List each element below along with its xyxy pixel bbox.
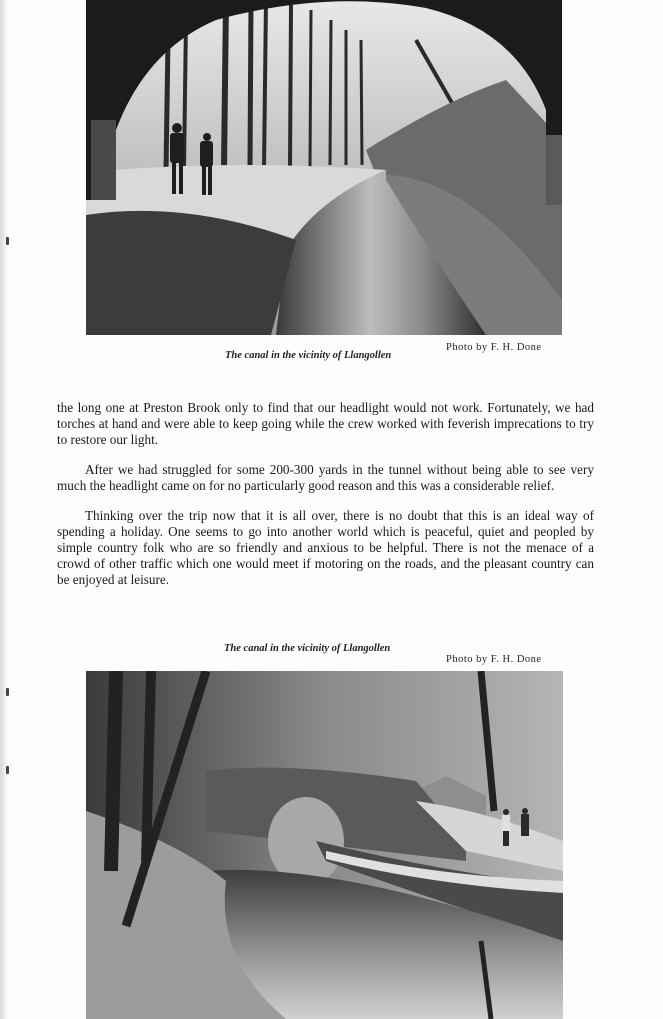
- article-paragraph: the long one at Preston Brook only to find that our headlight would not work. Fortunately, we had torches at hand and were able to keep going while the crew worked with feverish imprecations to try to restore our light.: [57, 400, 594, 447]
- binding-mark: [6, 766, 9, 774]
- arch-pillar-right: [546, 135, 562, 205]
- photo-credit-top: Photo by F. H. Done: [446, 342, 542, 353]
- photo-canal-stone-bridge: [86, 671, 563, 1019]
- page-binding-edge: [0, 0, 8, 1019]
- binding-mark: [6, 688, 9, 696]
- article-paragraph: Thinking over the trip now that it is all over, there is no doubt that this is an ideal way of spending a holiday. One seems to go into another world which is peaceful, quiet and peopled by simple country folk who are so friendly and anxious to be helpful. There is not the menace of a crowd of other traffic which one would meet if motoring on the roads, and the pleasant country can be enjoyed at leisure.: [57, 508, 594, 587]
- photo-credit-bottom: Photo by F. H. Done: [446, 654, 542, 665]
- article-paragraph: After we had struggled for some 200-300 yards in the tunnel without being able to see very much the headlight came on for no particularly good reason and this was a considerable relief.: [57, 462, 594, 493]
- article-body: [57, 400, 594, 602]
- photo-caption-top: The canal in the vicinity of Llangollen: [225, 350, 392, 361]
- binding-mark: [6, 237, 9, 245]
- photo-top-illustration: [86, 0, 562, 335]
- arch-pillar-left: [91, 120, 116, 200]
- photo-canal-bridge-arch: [86, 0, 562, 335]
- photo-bottom-illustration: [86, 671, 563, 1019]
- photo-caption-bottom: The canal in the vicinity of Llangollen: [224, 643, 391, 654]
- bridge-arch-opening: [268, 797, 344, 885]
